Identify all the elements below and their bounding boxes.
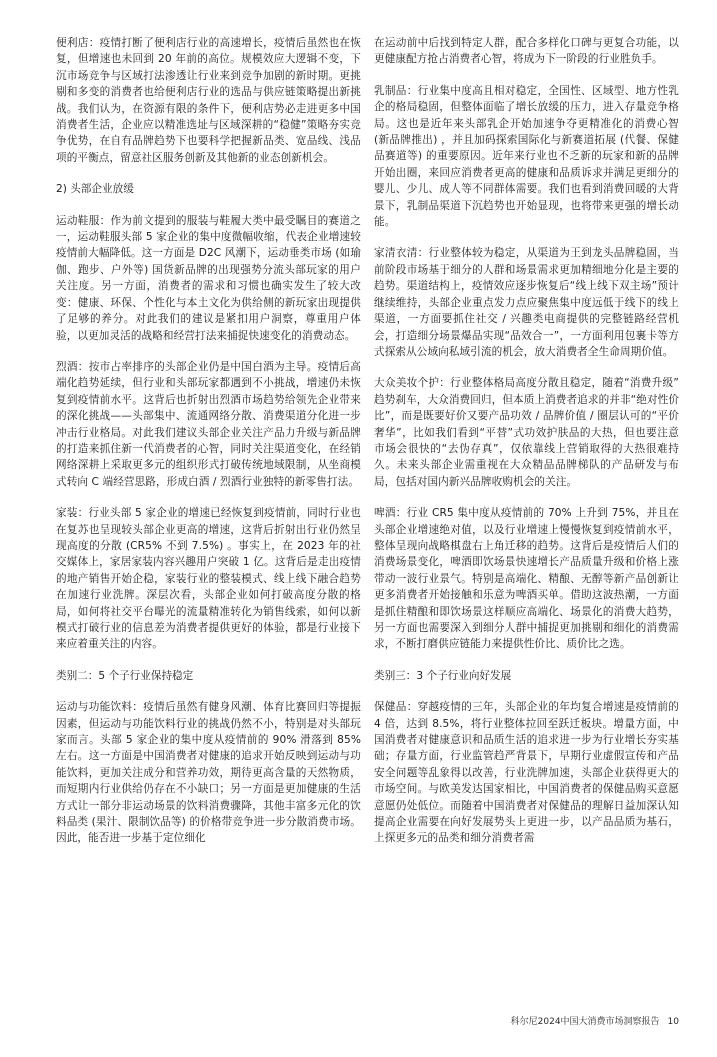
paragraph-sports-drinks-continued: 在运动前中后找到特定人群，配合多样化口碑与更复合功能，以更健康配方抢占消费者心智，将成为下一阶段的行业胜负手。: [374, 37, 679, 66]
paragraph-mass-beauty: 大众美妆个护：行业整体格局高度分散且稳定，随着“消费升级” 趋势刹车，大众消费回归，但本质上消费者追求的并非“绝对性价比”，而是既要好价又要产品功效 / 品牌价值 / 圈层认可的“平价奢华”，比如我们看到“平替”式功效护肤品的大热，但也要注意市场会很快的“去伪存真”，仅依靠线上营销取得的大热很难持久。未来头部企业需重视在大众精品品牌梯队的产品研发与布局，包括对国内新兴品牌收购机会的关注。: [374, 377, 680, 488]
section-heading-category-two: 类别二：5 个子行业保持稳定: [56, 669, 194, 682]
paragraph-home-decor: 家装：行业头部 5 家企业的增速已经恢复到疫情前，同时行业也在复苏也呈现较头部企业更高的增速，这背后折射出行业仍然呈现高度的分散 (CR5% 不到 7.5%) 。事实上，在 2023 年的社交媒体上，家居家装内容兴趣用户突破 1 亿。这背后是走出疫情的地产销售开始企稳，家装行业的整装模式、线上线下融合趋势在加速行业洗牌。深层次看，头部企业如何打破高度分散的格局，如何将社交平台曝光的流量精准转化为销售线索，如何以新模式打破行业的信息差为消费者提供更好的体验，都是行业接下来应着重关注的内容。: [56, 507, 361, 651]
section-heading-head-slowdown: 2) 头部企业放缓: [56, 183, 134, 196]
report-title: 科尔尼2024中国大消费市场洞察报告: [510, 1017, 660, 1027]
paragraph-liquor: 烈酒：按市占率排序的头部企业仍是中国白酒为主导。疫情后高端化趋势延续，但行业和头部玩家都遇到不小挑战，增速仍未恢复到疫情前水平。这背后也折射出烈酒市场趋势给领先企业带来的深化挑战——头部集中、流通网络分散、消费渠道分化进一步冲击行业格局。对此我们建议头部企业关注产品力升级与新品牌的打造来抓住新一代消费者的心智，同时关注渠道变化，在经销网络深耕上采取更多元的组织形式打破传统地域限制，从坐商模式转向 C 端经营思路，形成白酒 / 烈酒行业独特的新零售打法。: [56, 360, 361, 488]
right-column: [374, 35, 679, 862]
paragraph-sportswear: 运动鞋服：作为前文提到的服装与鞋履大类中最受瞩目的赛道之一，运动鞋服头部 5 家企业的集中度微幅收缩，代表企业增速较疫情前大幅降低。这一方面是 D2C 风潮下，运动垂类市场 (如瑜伽、跑步、户外等) 国货新品牌的出现强势分流头部玩家的用户关注度。另一方面，消费者的需求和习惯也确实发生了较大改变：健康、环保、个性化与本土文化为供给侧的新玩家出现提供了足够的养分。对此我们的建议是紧扣用户洞察，尊重用户体验，以更加灵活的战略和经营打法来捕捉快速变化的消费动态。: [56, 214, 361, 342]
left-column: [56, 35, 361, 862]
paragraph-dairy: 乳制品：行业集中度高且相对稳定，全国性、区域型、地方性乳企的格局稳固，但整体面临了增长放缓的压力，进入存量竞争格局。这也是近年来头部乳企开始加速争夺更精准化的消费心智 (新品牌推出) ，并且加码探索国际化与新赛道拓展 (代餐、保健品赛道等) 的重要原因。近年来行业也不乏新的玩家和新的品牌开始出圈，来回应消费者更高的健康和品质诉求并满足更细分的婴儿、少儿、成人等不同群体需要。我们也看到消费回暖的大背景下，乳制品渠道下沉趋势也开始显现，也将带来更强的增长动能。: [374, 84, 679, 229]
page-number: 10: [667, 1017, 679, 1027]
paragraph-sports-drinks: 运动与功能饮料：疫情后虽然有健身风潮、体育比赛回归等提振因素，但运动与功能饮料行业的挑战仍然不小，特别是对头部玩家而言。头部 5 家企业的集中度从疫情前的 90% 滑落到 85% 左右。这一方面是中国消费者对健康的追求开始反映到运动与功能饮料，更加关注成分和营养功效，期待更高含量的天然物质，而短期内行业供给仍存在不小缺口；另一方面是更加健康的生活方式让一部分非运动场景的饮料消费骤降，其他丰富多元化的饮料品类 (果汁、限制饮品等) 的价格带竞争进一步分散消费市场。因此，能否进一步基于定位细化: [56, 701, 361, 845]
paragraph-household-cleaning: 家清衣清：行业整体较为稳定，从渠道为王到龙头品牌稳固，当前阶段市场基于细分的人群和场景需求更加精细地分化是主要的趋势。渠道结构上，疫情效应逐步恢复后“线上线下双主场”预计继续维持，头部企业重点发力点应聚焦集中度远低于线下的线上渠道，一方面要抓住社交 / 兴趣类电商提供的完整链路经营机会，打造细分场景爆品实现“品效合一”，一方面利用包裹卡等方式探索从公域向私域引流的机会，放大消费者全生命周期价值。: [374, 247, 679, 358]
page-footer: [511, 1014, 679, 1027]
section-heading-category-three: 类别三：3 个子行业向好发展: [374, 669, 512, 682]
paragraph-convenience-store: 便利店：疫情打断了便利店行业的高速增长，疫情后虽然也在恢复，但增速也未回到 20 年前的高位。规模效应大逻辑不变，下沉市场竞争与区域打法渗透让行业来到竞争加剧的新时期。更挑剔和多变的消费者也给便利店行业的选品与供应链策略提出新挑战。我们认为，在资源有限的条件下，便利店势必走进更多中国消费者生活，企业应以精准选址与区域深耕的“稳健”策略夯实竞争优势，在自有品牌趋势下也要科学把握新品类、宽品线、浅品项的平衡点，留意社区服务创新及其他新的业态创新机会。: [56, 37, 361, 164]
paragraph-health-supplements: 保健品：穿越疫情的三年，头部企业的年均复合增速是疫情前的 4 倍，达到 8.5%，将行业整体拉回至跃迁板块。增量方面，中国消费者对健康意识和品质生活的追求进一步为行业增长夯实基础；存量方面，行业监管趋严背景下，早期行业虚假宣传和产品安全问题等乱象得以改善，行业洗牌加速，头部企业获得更大的市场空间。与欧美发达国家相比，中国消费者的保健品购买意愿意愿仍处低位。而随着中国消费者对保健品的理解日益加深认知提高企业需要在向好发展势头上更进一步，以产品品质为基石，上探更多元的品类和细分消费者需: [374, 701, 679, 845]
paragraph-beer: 啤酒：行业 CR5 集中度从疫情前的 70% 上升到 75%，并且在头部企业增速绝对值，以及行业增速上慢慢恢复到疫情前水平，整体呈现向战略棋盘右上角迁移的趋势。这背后是疫情后人们的消费场景变化，啤酒即饮场景快速增长产品质量升级和价格上涨带动一波行业景气。特别是高端化、精酿、无醇等新产品创新让更多消费者开始接触和乐意为啤酒买单。借助这波热潮，一方面是抓住精酿和即饮场景这样顺应高端化、场景化的消费大趋势，另一方面也需要深入到细分人群中捕捉更加挑剔和细化的消费需求，不断打磨供应链能力来提供性价比、质价比之选。: [374, 507, 679, 651]
